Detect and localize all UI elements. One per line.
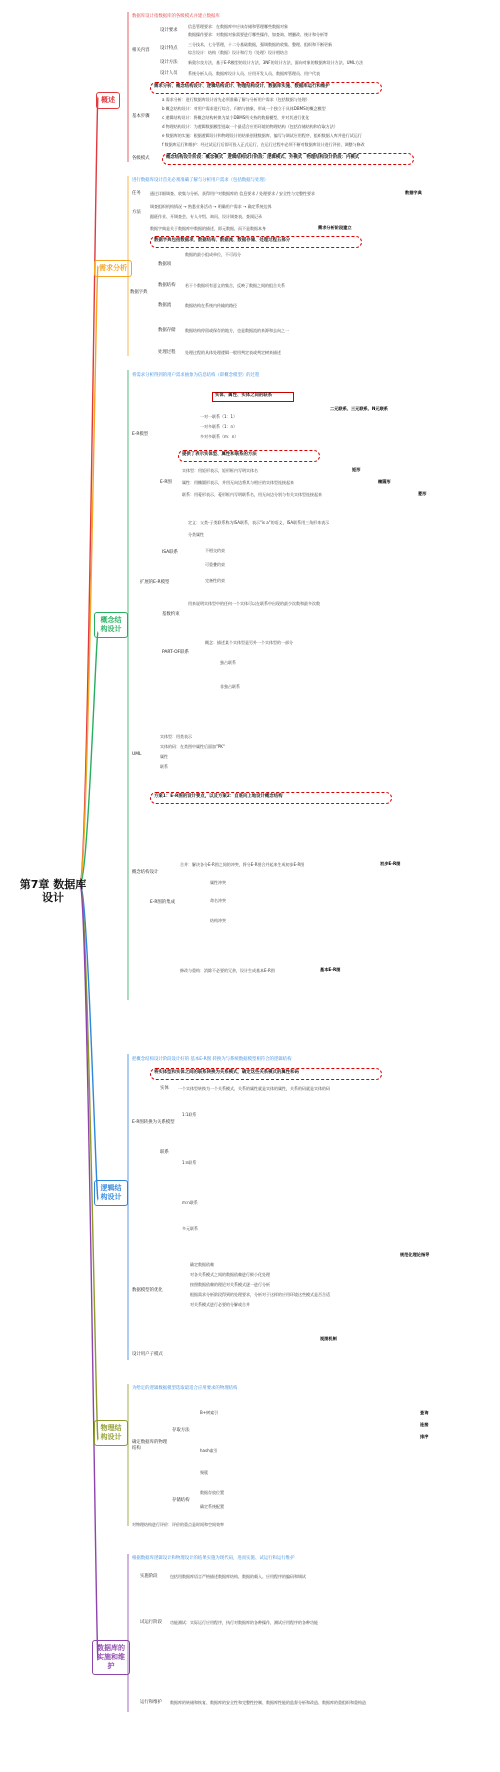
logic-opt: 数据模型的优化 (132, 1288, 163, 1293)
logic-entity: 实体 (160, 1086, 169, 1091)
req-item-3-text: 数据结构在系统内传输的路径 (185, 303, 237, 308)
req-item-5-text: 处理过程的具体处理逻辑一般用判定表或判定树来描述 (185, 350, 281, 355)
req-dict-tag: 需求分析阶段建立 (318, 225, 352, 230)
impl-item-3: 运行和维护 (140, 1700, 162, 1705)
chapter-impl[interactable]: 数据库的实施和维护 (92, 1640, 130, 1675)
concept-er-hint: 实体、属性、实体之间的联系 (215, 393, 273, 398)
concept-er-item-2: 属性：用椭圆形表示，并用无向边将其与相应的实体型连接起来 (182, 480, 294, 485)
concept-isa-5: 完备性约束 (205, 578, 225, 583)
concept-er-tag-2: 椭圆形 (378, 479, 391, 484)
physical-access-1: B+树索引 (200, 1410, 219, 1415)
overview-task-2: 数据操作要求：对数据对象需要进行哪些操作，如查询、增删改、统计和分析等 (188, 32, 328, 37)
concept-er-draw: E-R图 (160, 480, 172, 485)
req-intro: 进行数据库设计首先必须准确了解与分析用户需求（包括数据与处理） (132, 178, 269, 183)
concept-isa-4: 可重叠约束 (205, 562, 225, 567)
overview-step-d: d 物理结构设计：为逻辑数据模型选取一个最适合应用环境的物理结构（包括存储结构和存取方法） (162, 124, 338, 129)
concept-isa-1: 定义：父类-子类联系称为ISA联系，表示"is a"的语义，ISA联系用三角形来表示 (188, 520, 330, 525)
concept-uml-2: 实体的码：在类图中属性后面加"PK" (160, 744, 225, 749)
req-item-1-text: 数据的最小组成单位，不可再分 (185, 252, 241, 257)
concept-uml-3: 属性 (160, 754, 168, 759)
overview-intro: 数据库设计指数据库的各级模式并建立数据库 (132, 14, 220, 19)
concept-rel-1: 一对一联系（1：1） (200, 414, 238, 419)
physical-store-2: 确定系统配置 (200, 1504, 224, 1509)
overview-features: 设计特点 (160, 46, 178, 51)
concept-isa-2: 分类属性 (188, 532, 204, 537)
overview-step-f: f 数据库运行和维护：经过试运行后即可投入正式运行，在运行过程中必须不断对数据库设计进行评价、调整与修改 (162, 142, 365, 147)
overview-step-c: c 逻辑结构设计：将概念结构转换为某个DBMS所支持的数据模型，并对其进行优化 (162, 115, 310, 120)
concept-partof: PART-OF联系 (162, 650, 189, 655)
concept-partof-2: 独占联系 (220, 660, 236, 665)
physical-access-2: hash索引 (200, 1448, 218, 1453)
physical-access: 存取方法 (172, 1428, 190, 1433)
overview-staff-1: 系统分析人员、数据库设计人员、应用开发人员、数据库管理员、用户代表 (188, 71, 320, 76)
req-item-2: 数据结构 (158, 283, 176, 288)
req-dict-hint2: 数据字典包括数据项、数据结构、数据流、数据存储、处理过程五部分 (154, 238, 291, 243)
logic-opt-1: 确定数据依赖 (190, 1262, 214, 1267)
req-item-4: 数据存储 (158, 328, 176, 333)
overview-staff: 设计人员 (160, 71, 178, 76)
concept-er-tag-3: 菱形 (418, 491, 427, 496)
req-item-4-text: 数据结构停留或保存的地方，也是数据流的来源和去向之一 (185, 328, 289, 333)
overview-basic: 基本步骤 (132, 114, 150, 119)
req-task-tag: 数据字典 (405, 190, 422, 195)
concept-rel-3: 多对多联系（m：n） (200, 434, 239, 439)
concept-tag-2: 基本E-R图 (320, 967, 341, 972)
physical-tag-2: 连接 (420, 1422, 429, 1427)
chapter-physical[interactable]: 物理结构设计 (94, 1420, 128, 1446)
concept-er-tag-1: 矩形 (352, 467, 361, 472)
overview-related: 相关内容 (132, 48, 150, 53)
logic-opt-tag: 规范化理论指导 (400, 1252, 430, 1257)
concept-uml-4: 联系 (160, 764, 168, 769)
physical-store-1: 数据存放位置 (200, 1490, 224, 1495)
physical-idx: 确定数据库的物理结构 (132, 1440, 168, 1451)
req-item-5: 处理过程 (158, 350, 176, 355)
logic-rel-2: 1:n联系 (182, 1160, 197, 1165)
overview-modes-hint: 概念结构设计阶段：概念模式 逻辑结构设计阶段：逻辑模式、外模式 物理结构设计阶段：内模式 (166, 155, 360, 160)
overview-tasks: 设计要求 (160, 28, 178, 33)
logic-entity-text: 一个实体型转换为一个关系模式，关系的属性就是实体的属性，关系的码就是实体的码 (178, 1086, 330, 1091)
logic-user: 设计用户子模式 (132, 1352, 163, 1357)
req-dict: 数据字典 (130, 290, 148, 295)
impl-text-3: 数据库的转储和恢复、数据库的安全性和完整性控制、数据库性能的监督分析和改造、数据库的重组织和重构造 (170, 1700, 366, 1705)
concept-er-item-3: 联系：用菱形表示，菱形框内写明联系名，用无向边分别与有关实体型连接起来 (182, 492, 322, 497)
req-method-2: 跟班作业、开调查会、专人介绍、询问、设计调查表、查阅记录 (150, 214, 262, 219)
concept-design: 概念结构设计 (132, 870, 159, 875)
logic-opt-2: 对各关系模式之间的数据依赖进行极小化处理 (190, 1272, 270, 1277)
logic-opt-5: 对关系模式进行必要的分解或合并 (190, 1302, 250, 1307)
physical-tag-1: 查询 (420, 1410, 429, 1415)
impl-item-2: 试运行阶段 (140, 1620, 162, 1625)
overview-basic-hint: 需求分析、概念结构设计、逻辑结构设计、物理结构设计、数据库实施、数据库运行和维护 (154, 84, 330, 89)
chapter-concept[interactable]: 概念结构设计 (94, 612, 128, 638)
overview-method-1: 新奥尔良方法，基于E-R模型的设计方法，3NF的设计方法，面向对象的数据库设计方法、UML方法 (188, 60, 364, 65)
logic-rel-3: m:n联系 (182, 1200, 198, 1205)
concept-combine: E-R图的集成 (150, 900, 175, 905)
concept-conflict-2: 命名冲突 (210, 898, 226, 903)
req-item-1: 数据项 (158, 262, 172, 267)
impl-text-2: 功能测试：实际运行应用程序，执行对数据库的各种操作，测试应用程序的各种功能 (170, 1620, 318, 1625)
req-task-text: 通过详细调查、收集与分析，获得用户对数据库的 信息要求 / 处理要求 / 安全性与完整性要求 (150, 191, 316, 196)
overview-feature-2: 综合设计：结构（数据）设计和行为（处理）设计相结合 (188, 50, 288, 55)
physical-store: 存储结构 (172, 1498, 190, 1503)
logic-opt-3: 按照数据依赖的理论对关系模式逐一进行分析 (190, 1282, 270, 1287)
concept-rel-2: 一对多联系（1：n） (200, 424, 238, 429)
concept-uml: UML (132, 752, 142, 757)
concept-er: E-R模型 (132, 432, 149, 437)
connector-overview (80, 97, 98, 884)
concept-conflict-1: 属性冲突 (210, 880, 226, 885)
overview-task-1: 信息管理要求：在数据库中应该存储和管理哪些数据对象 (188, 24, 288, 29)
concept-card-text: 用来说明实体型中的任何一个实体可以在联系中出现的最少次数和最多次数 (188, 601, 320, 606)
logic-hint: 将实体型和实体之间的联系转换为关系模式，确定这些关系模式的属性和码 (154, 1070, 299, 1075)
physical-eval: 对物理结构进行评价：评价的重点是时间和空间效率 (132, 1522, 224, 1527)
chapter-logic[interactable]: 逻辑结构设计 (94, 1180, 128, 1206)
logic-intro: 把概念结构设计阶段设计好的 基本E-R图 转换为与系统数据模型相符合的逻辑结构 (132, 1057, 292, 1062)
impl-item-1: 实施阶段 (140, 1574, 158, 1579)
req-dict-hint: 数据字典是关于数据库中数据的描述，即元数据，而不是数据本身 (150, 226, 266, 231)
req-item-2-text: 若干个数据项有意义的集合，反映了数据之间的组合关系 (185, 283, 285, 288)
overview-step-e: e 数据库的实施：根据逻辑设计和物理设计的结果创建数据库，编写与调试应用程序，组织数据入库并进行试运行 (162, 133, 362, 138)
concept-intro: 将需求分析得到的用户需求抽象为信息结构（即概念模型）的过程 (132, 373, 260, 378)
concept-conflict-3: 结构冲突 (210, 918, 226, 923)
req-method: 方法 (132, 210, 141, 215)
concept-card: 基数约束 (162, 612, 180, 617)
concept-uml-1: 实体型：用类表示 (160, 734, 192, 739)
concept-isa-3: 不相交约束 (205, 548, 225, 553)
concept-partof-1: 概念：描述某个实体型是另外一个实体型的一部分 (205, 640, 293, 645)
logic-opt-4: 根据需求分析阶段得到的处理要求，分析对于这样的应用环境这些模式是否合适 (190, 1292, 330, 1297)
req-task: 任务 (132, 191, 141, 196)
concept-rel-tag: 二元联系、三元联系、N元联系 (330, 406, 388, 411)
logic-rel-1: 1:1联系 (182, 1112, 197, 1117)
logic-rel-4: 多元联系 (182, 1226, 198, 1231)
impl-intro: 根据数据库逻辑设计和物理设计的结果实施为现代码，进而实施、试运行和运行维护 (132, 1556, 295, 1561)
concept-combine-2: 修改与重构：消除不必要的冗余，设计生成基本E-R图 (180, 968, 275, 973)
overview-step-a: a 需求分析：进行数据库设计首先必须准确了解与分析用户需求（包括数据与处理） (162, 97, 310, 102)
concept-design-hint: 方案1：E-R图的设计要点，以及方案2：自底向上地设计概念结构 (154, 794, 283, 799)
physical-access-3: 聚簇 (200, 1470, 208, 1475)
physical-tag-3: 排序 (420, 1434, 429, 1439)
concept-partof-3: 非独占联系 (220, 684, 240, 689)
req-item-3: 数据流 (158, 303, 172, 308)
overview-methods: 设计方法 (160, 60, 178, 65)
logic-relation: 联系 (160, 1150, 169, 1155)
concept-er-draw-hint: 提供了表示实体型、属性和联系的方法 (182, 452, 257, 457)
overview-feature-1: 三分技术，七分管理，十二分基础数据，强调数据的收集、整理、组织和不断更新 (188, 42, 332, 47)
concept-isa: ISA联系 (162, 550, 178, 555)
chapter-requirement[interactable]: 需求分析 (94, 260, 132, 277)
impl-text-1: 包括用数据库语言严格描述数据库结构、数据的载入、应用程序的编码和调试 (170, 1574, 306, 1579)
logic-convert: E-R图转换为关系模型 (132, 1120, 175, 1125)
physical-intro: 为给定的逻辑数据模型选取最适合应用要求的物理结构 (132, 1386, 238, 1391)
concept-tag-1: 初步E-R图 (380, 861, 401, 866)
root-node: 第7章 数据库设计 (19, 878, 87, 904)
concept-er-item-1: 实体型：用矩形表示，矩形框内写明实体名 (182, 468, 258, 473)
logic-user-tag: 视图机制 (320, 1336, 337, 1341)
concept-ext: 扩展的E-R模型 (140, 580, 170, 585)
req-method-1: 调查组织机构情况 → 熟悉业务活动 → 明确用户需求 → 确定系统边界 (150, 204, 272, 209)
chapter-overview[interactable]: 概述 (96, 92, 120, 109)
overview-modes: 各级模式 (132, 156, 150, 161)
concept-combine-1: 合并：解决各分E-R图之间的冲突，将分E-R图合并起来生成初步E-R图 (180, 862, 305, 867)
overview-step-b: b 概念结构设计：对用户需求进行综合、归纳与抽象，形成一个独立于具体DBMS的概念模型 (162, 106, 326, 111)
